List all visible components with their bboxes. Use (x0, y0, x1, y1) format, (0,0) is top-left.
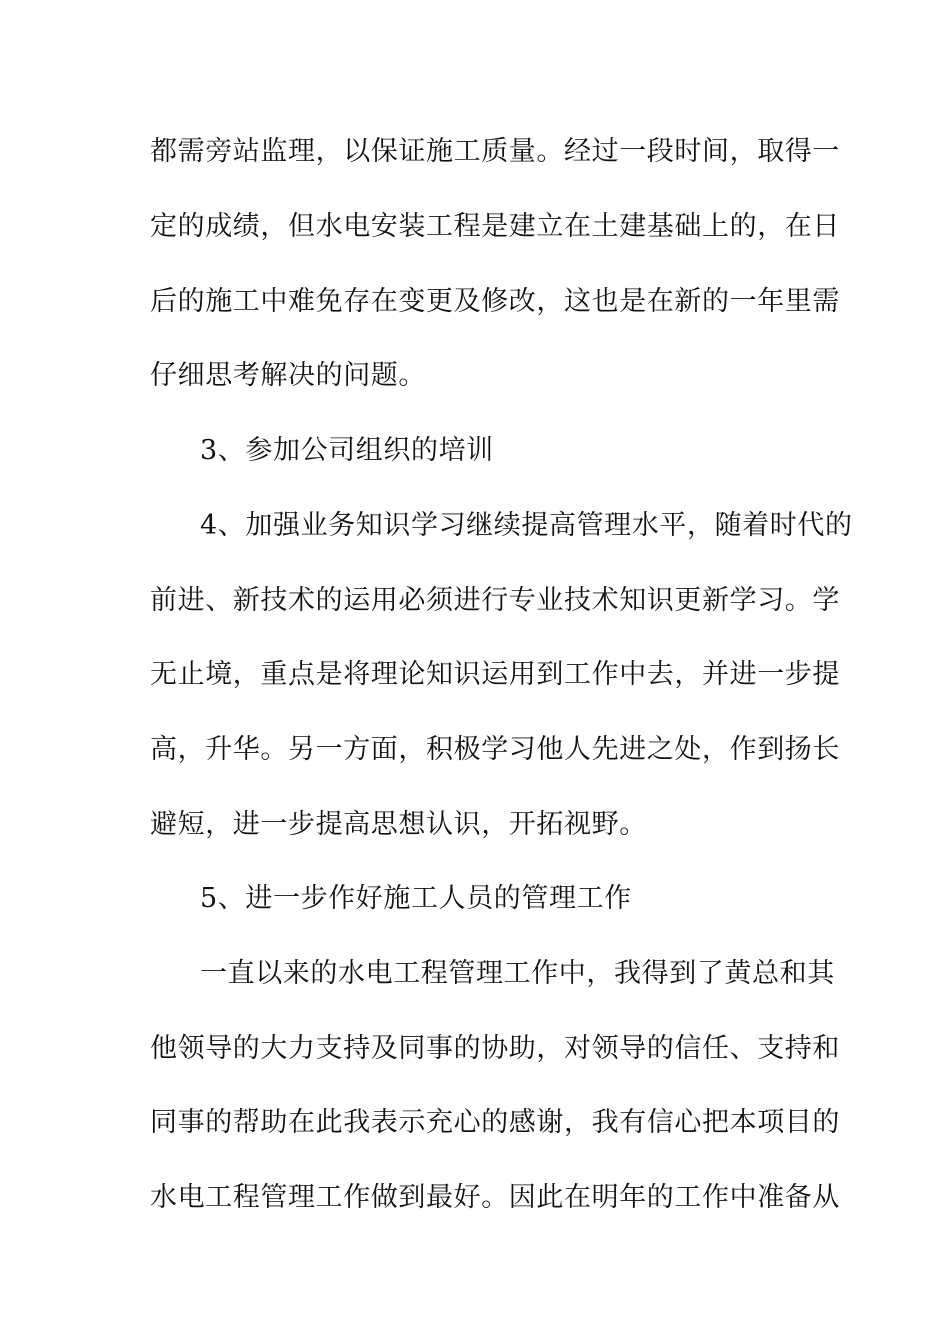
text-line: 避短，进一步提高思想认识，开拓视野。 (150, 809, 647, 840)
text-line: 同事的帮助在此我表示充心的感谢，我有信心把本项目的 (150, 1107, 840, 1138)
text-line: 前进、新技术的运用必须进行专业技术知识更新学习。学 (150, 585, 840, 616)
section-heading: 5、进一步作好施工人员的管理工作 (200, 883, 632, 914)
text-line: 后的施工中难免存在变更及修改，这也是在新的一年里需 (150, 286, 840, 317)
text-line: 都需旁站监理，以保证施工质量。经过一段时间，取得一 (150, 136, 840, 167)
text-line: 水电工程管理工作做到最好。因此在明年的工作中准备从 (150, 1182, 840, 1213)
paragraph-first-line: 一直以来的水电工程管理工作中，我得到了黄总和其 (200, 958, 835, 989)
text-line: 定的成绩，但水电安装工程是建立在土建基础上的，在日 (150, 211, 840, 242)
text-line: 高，升华。另一方面，积极学习他人先进之处，作到扬长 (150, 734, 840, 765)
text-line: 他领导的大力支持及同事的协助，对领导的信任、支持和 (150, 1033, 840, 1064)
text-line: 仔细思考解决的问题。 (150, 360, 426, 391)
section-heading: 3、参加公司组织的培训 (200, 435, 494, 466)
paragraph-first-line: 4、加强业务知识学习继续提高管理水平，随着时代的 (200, 510, 853, 541)
text-line: 无止境，重点是将理论知识运用到工作中去，并进一步提 (150, 659, 840, 690)
